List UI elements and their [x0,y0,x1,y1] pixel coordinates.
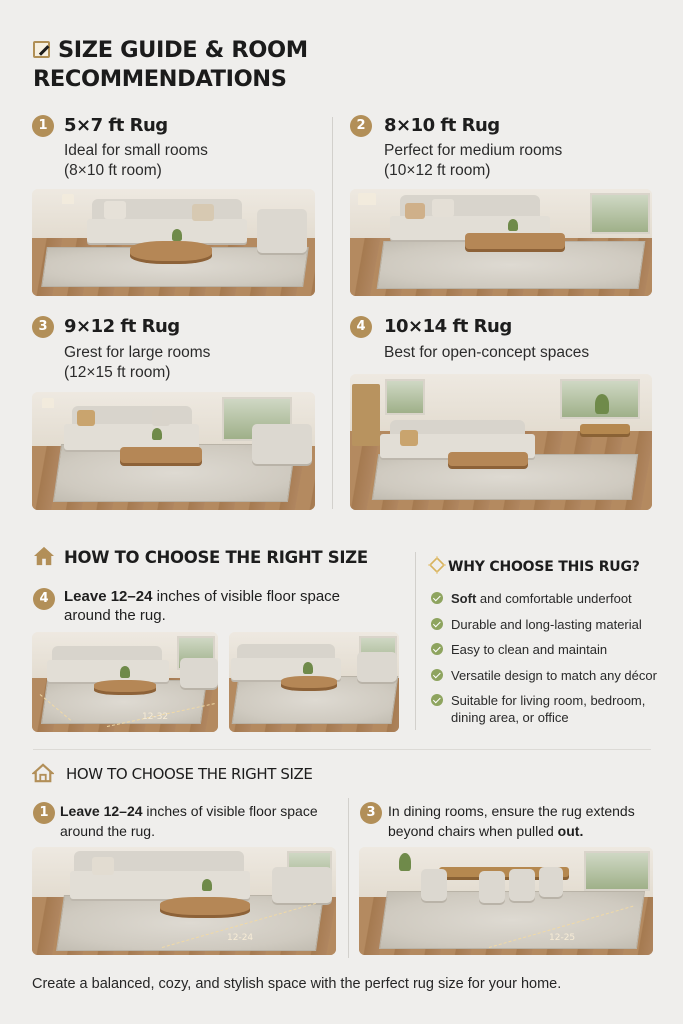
living-room-medium-rug-photo [350,189,652,296]
size-card-8x10 [350,114,655,300]
size-description: Ideal for small rooms [64,142,208,159]
page-title [33,36,493,94]
section-divider [415,552,416,730]
size-description: Grest for large rooms [64,344,211,361]
size-title: 10×14 ft Rug [384,316,512,337]
benefit-item [431,590,676,607]
tip-rest: inches of visible floor space around the rug. [60,803,318,839]
benefit-item [431,641,676,658]
house-outline-icon [32,763,54,783]
number-badge: 3 [32,316,54,338]
how-to-choose-section-2 [32,762,657,962]
measure-label: 12-32 [142,712,169,722]
benefit-bold: Soft [451,591,477,606]
room-size: (10×12 ft room) [384,162,491,179]
room-size: (12×15 ft room) [64,364,171,381]
check-icon [431,618,443,630]
title-line-2: RECOMMENDATIONS [33,66,287,92]
number-badge: 3 [360,802,382,824]
size-cards-divider [332,117,333,509]
size-card-9x12 [32,316,317,512]
living-room-measured-photo [32,847,336,955]
check-icon [431,694,443,706]
tip-rest: In dining rooms, ensure the rug extends beyond chairs when pulled [388,803,635,839]
number-badge: 1 [33,802,55,824]
tip-text [388,801,663,841]
benefit-item [431,692,676,726]
benefit-text: Suitable for living room, bedroom, dining area, or office [451,693,646,725]
how-to-choose-section [32,540,412,740]
section-heading: WHY CHOOSE THIS RUG? [448,559,640,575]
measure-label: 12-25 [549,933,576,943]
size-card-10x14 [350,316,655,512]
open-concept-rug-photo [350,374,652,510]
size-description: Best for open-concept spaces [384,344,590,361]
check-icon [431,669,443,681]
living-room-measured-photo [32,632,218,732]
benefit-item [431,667,676,684]
size-title: 5×7 ft Rug [64,115,168,136]
house-icon [33,546,55,566]
benefit-item [431,616,676,633]
benefit-text: Versatile design to match any décor [451,667,657,683]
size-description: Perfect for medium rooms [384,142,563,159]
number-badge: 2 [350,115,372,137]
benefit-text: and comfortable underfoot [476,591,632,606]
tips-divider [348,798,349,958]
benefit-text: Durable and long-lasting material [451,616,642,632]
measure-label: 12-24 [227,933,254,943]
section-heading: HOW TO CHOOSE THE RIGHT SIZE [66,765,313,783]
living-room-small-rug-photo [32,189,315,296]
tip-bold: Leave 12–24 [64,588,153,605]
tip-rest: inches of visible floor space around the rug. [64,588,341,624]
size-title: 9×12 ft Rug [64,316,180,337]
check-icon [431,643,443,655]
dining-room-measured-photo [359,847,653,955]
living-room-rug-photo [229,632,399,732]
section-divider [33,749,651,750]
sparkle-diamond-icon [428,556,446,574]
ruler-square-icon [33,41,50,58]
number-badge: 4 [33,588,55,610]
living-room-large-rug-photo [32,392,315,510]
tip-bold: Leave 12–24 [60,803,143,819]
title-line-1: SIZE GUIDE & ROOM [58,37,308,63]
benefit-text: Easy to clean and maintain [451,642,608,657]
size-title: 8×10 ft Rug [384,115,500,136]
benefits-list [431,590,676,735]
tip-text [64,587,384,625]
tip-bold: out. [557,823,584,839]
number-badge: 4 [350,316,372,338]
footer-tagline: Create a balanced, cozy, and stylish space with the perfect rug size for your home. [32,976,562,992]
tip-text [60,801,355,841]
size-card-5x7 [32,114,317,300]
section-heading: HOW TO CHOOSE THE RIGHT SIZE [64,548,368,567]
room-size: (8×10 ft room) [64,162,162,179]
number-badge: 1 [32,115,54,137]
check-icon [431,592,443,604]
why-choose-section [428,556,678,736]
